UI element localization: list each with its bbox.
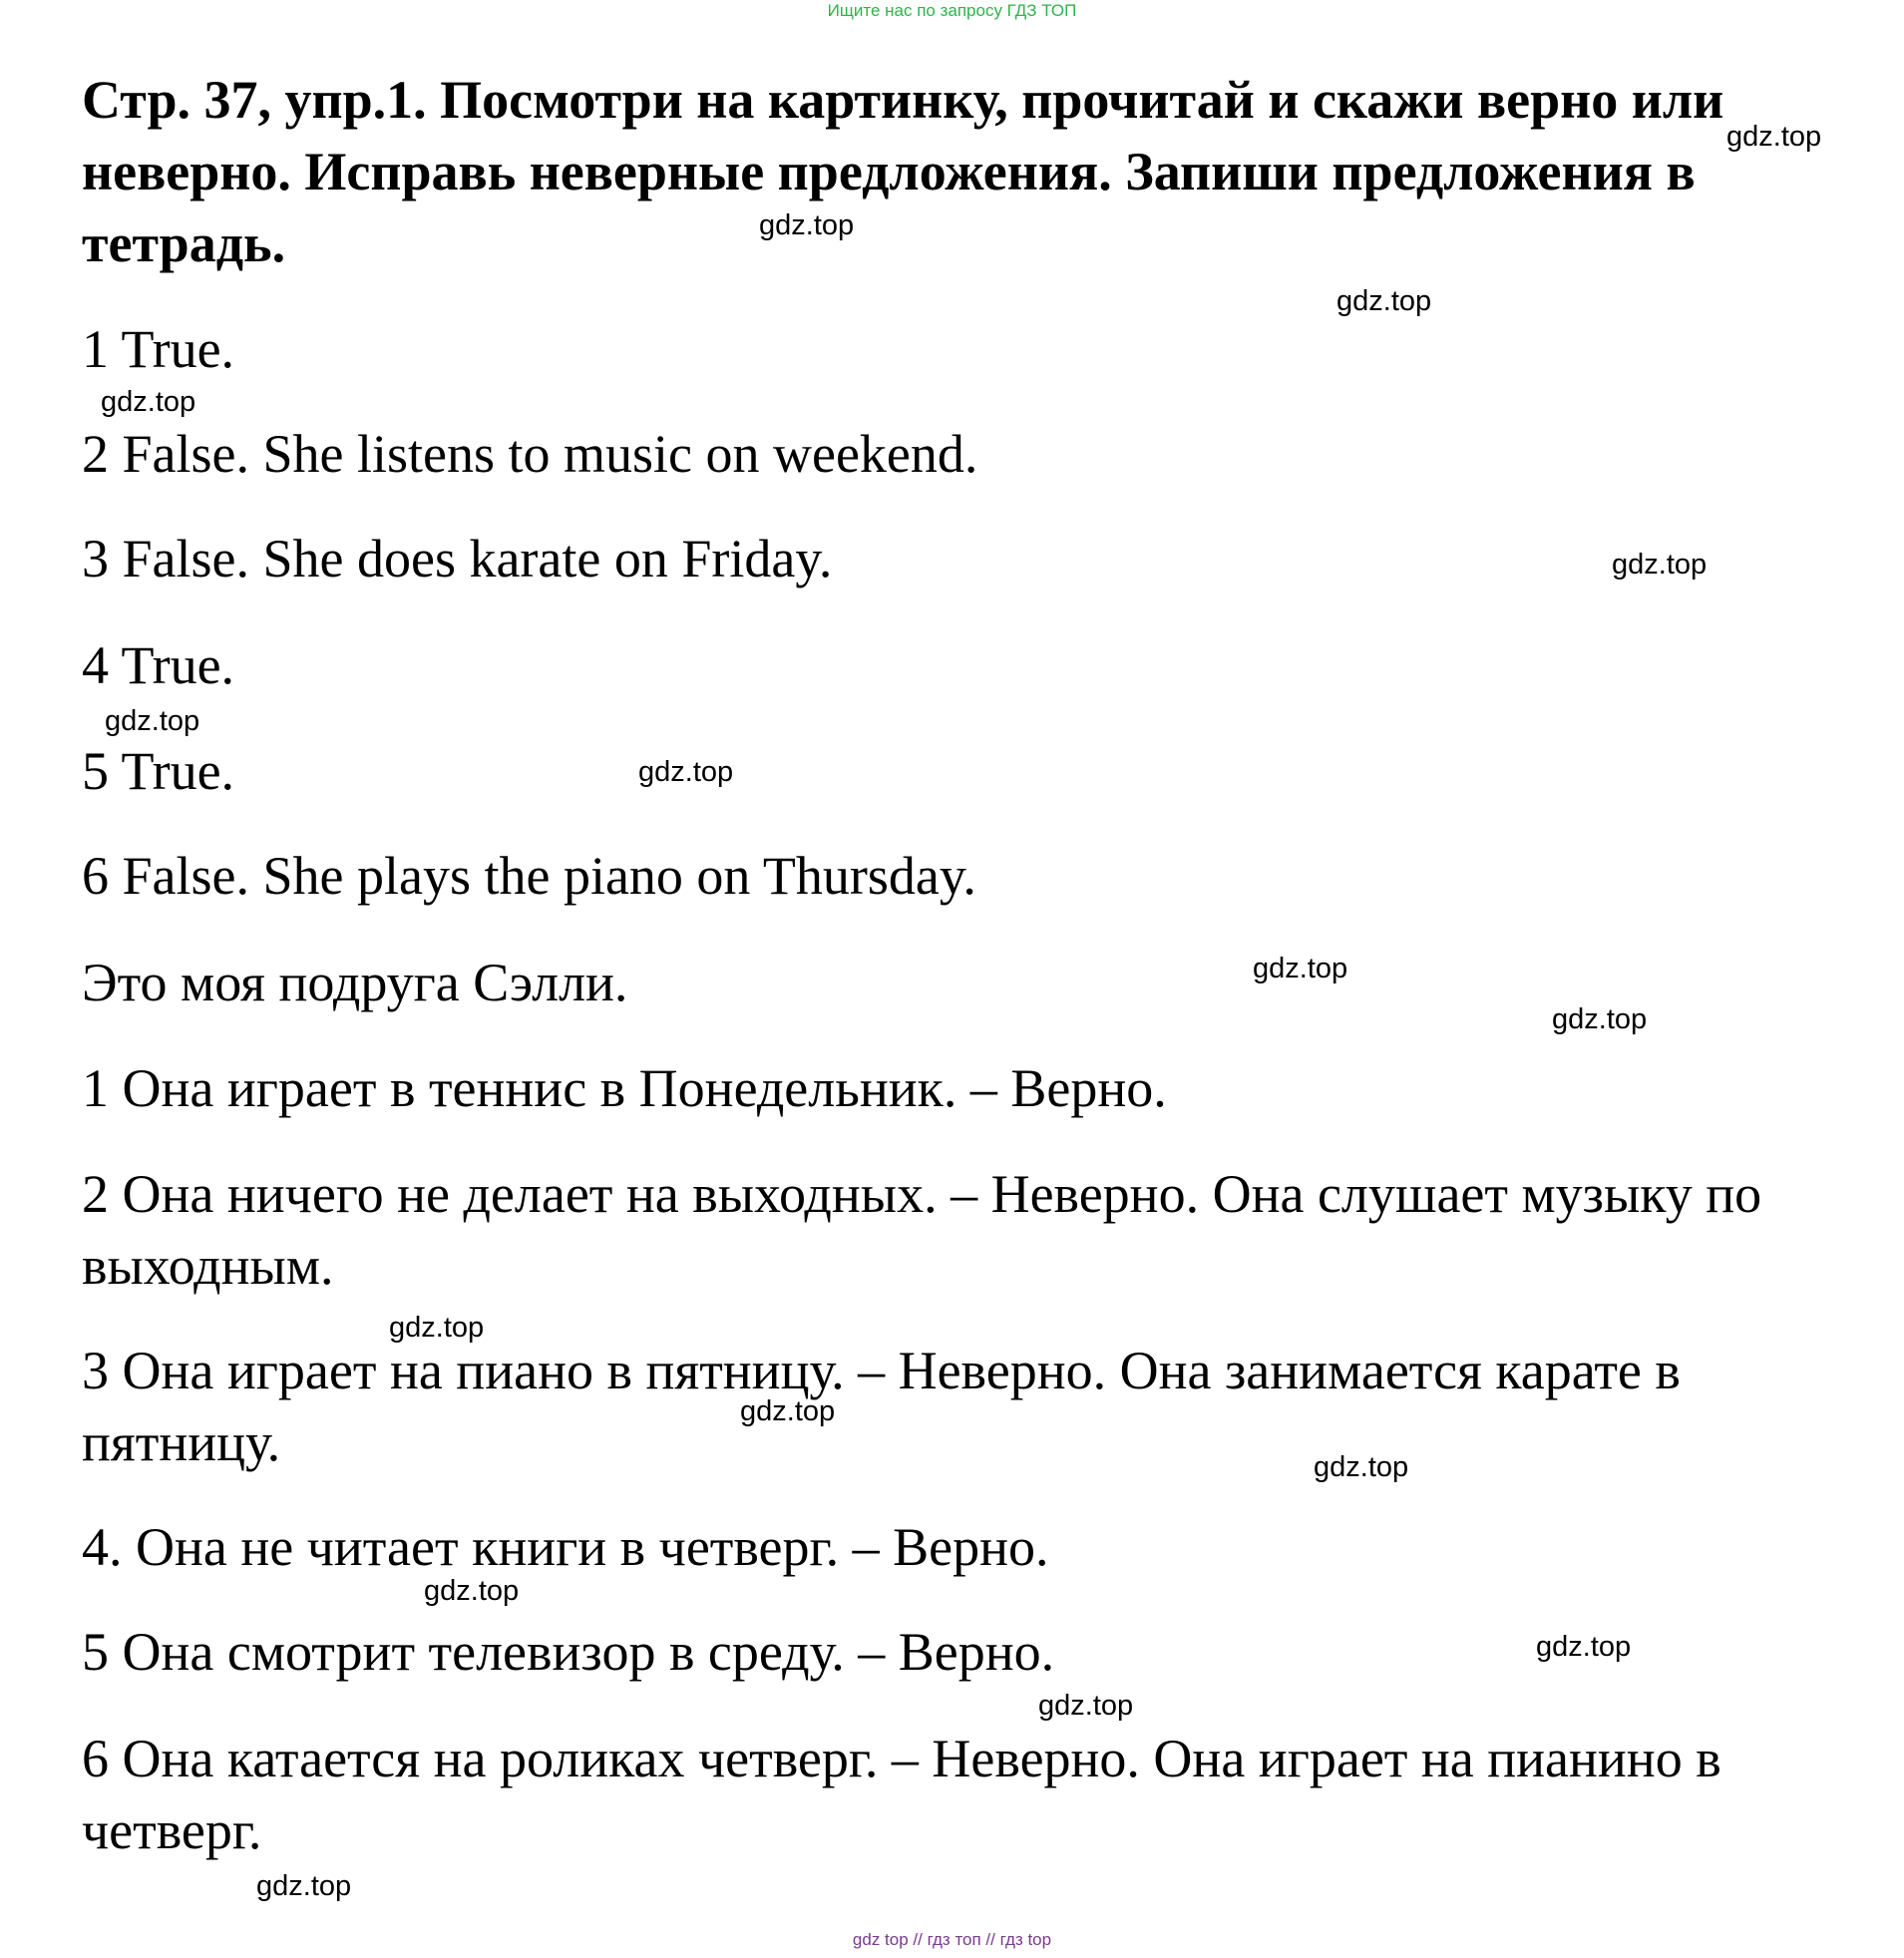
watermark: gdz.top [105, 705, 200, 737]
watermark: gdz.top [424, 1575, 520, 1607]
english-answer-5: 5 True. [82, 741, 235, 801]
watermark: gdz.top [1336, 285, 1432, 317]
russian-answer-2: 2 Она ничего не делает на выходных. – Неверно. Она слушает музыку по выходным. [82, 1164, 1762, 1296]
russian-answer-1: 1 Она играет в теннис в Понедельник. – Верно. [82, 1058, 1167, 1118]
exercise-heading: Стр. 37, упр.1. Посмотри на картинку, прочитай и скажи верно или неверно. Исправь неверные предложения. Запиши предложения в тетрадь. [82, 70, 1724, 273]
footer: gdz top // гдз топ // гдз top [852, 1930, 1052, 1949]
russian-answer-4: 4. Она не читает книги в четверг. – Верно. [82, 1517, 1049, 1577]
watermark: gdz.top [638, 756, 734, 788]
english-answer-6: 6 False. She plays the piano on Thursday. [82, 846, 976, 906]
watermark: gdz.top [1038, 1690, 1134, 1722]
watermark: gdz.top [389, 1312, 485, 1344]
english-answer-1: 1 True. [82, 319, 235, 379]
watermark: gdz.top [1612, 549, 1708, 581]
english-answer-3: 3 False. She does karate on Friday. [82, 529, 833, 588]
watermark: gdz.top [1314, 1451, 1409, 1483]
translation-intro: Это моя подруга Сэлли. [82, 953, 628, 1012]
russian-answer-3: 3 Она играет на пиано в пятницу. – Неверно. Она занимается карате в пятницу. [82, 1341, 1681, 1472]
watermark: gdz.top [101, 386, 196, 418]
watermark: gdz.top [1536, 1631, 1632, 1663]
watermark: gdz.top [1552, 1003, 1648, 1035]
watermark: gdz.top [256, 1870, 352, 1902]
russian-answer-5: 5 Она смотрит телевизор в среду. – Верно. [82, 1622, 1055, 1682]
watermark: gdz.top [759, 209, 855, 241]
top-banner: Ищите нас по запросу ГДЗ ТОП [827, 1, 1077, 20]
watermark: gdz.top [1253, 953, 1348, 984]
english-answer-4: 4 True. [82, 635, 235, 695]
watermark: gdz.top [740, 1395, 836, 1427]
russian-answer-6: 6 Она катается на роликах четверг. – Неверно. Она играет на пианино в четверг. [82, 1729, 1721, 1860]
english-answer-2: 2 False. She listens to music on weekend. [82, 424, 978, 484]
watermark: gdz.top [1726, 121, 1822, 153]
